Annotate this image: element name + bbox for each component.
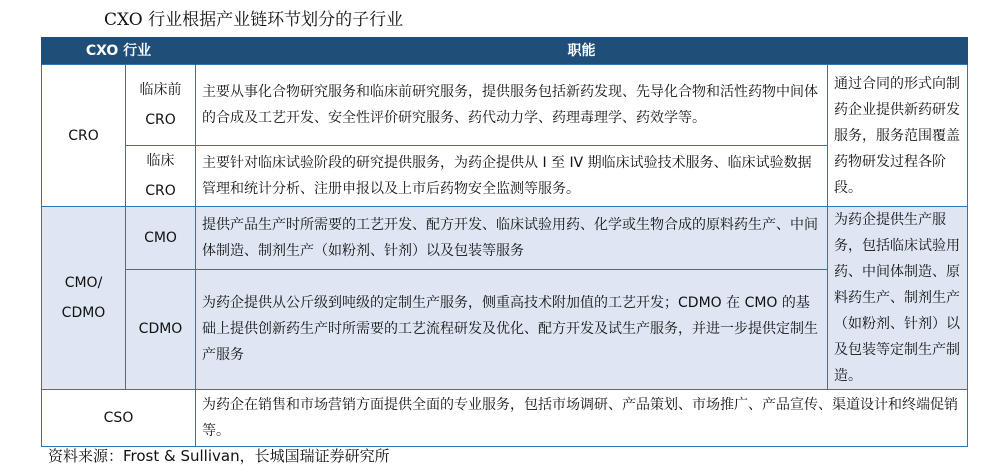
clinical-cro-desc: 主要针对临床试验阶段的研究提供服务，为药企提供从 I 至 IV 期临床试验技术服务、临床试验数据管理和统计分析、注册申报以及上市后药物安全监测等服务。 [196,146,828,207]
table-header-row [42,37,968,65]
cso-label: CSO [42,390,196,447]
header-function: 职能 [196,37,968,65]
header-cxo: CXO 行业 [42,37,196,65]
cmo-desc: 提供产品生产时所需要的工艺开发、配方开发、临床试验用药、化学或生物合成的原料药生产、中间体制造、制剂生产（如粉剂、针剂）以及包装等服务 [196,207,828,270]
source-note: 资料来源：Frost & Sullivan，长城国瑞证券研究所 [48,447,390,465]
table-row [42,65,968,146]
cro-summary: 通过合同的形式向制药企业提供新药研发服务，服务范围覆盖药物研发过程各阶段。 [828,65,968,207]
cmo-label: CMO [126,207,196,270]
clinical-cro-label: 临床 CRO [126,146,196,207]
cxo-table [41,37,968,447]
cmo-summary: 为药企提供生产服务，包括临床试验用药、中间体制造、原料药生产、制剂生产（如粉剂、针剂）以及包装等定制生产制造。 [828,207,968,390]
preclinical-cro-desc: 主要从事化合物研究服务和临床前研究服务，提供服务包括新药发现、先导化合物和活性药物中间体的合成及工艺开发、安全性评价研究服务、药代动力学、药理毒理学、药效学等。 [196,65,828,146]
cso-desc: 为药企在销售和市场营销方面提供全面的专业服务，包括市场调研、产品策划、市场推广、产品宣传、渠道设计和终端促销等。 [196,390,968,447]
cdmo-desc: 为药企提供从公斤级到吨级的定制生产服务，侧重高技术附加值的工艺开发；CDMO 在 CMO 的基础上提供创新药生产时所需要的工艺流程研发及优化、配方开发及试生产服务，并进一步提供定制生产服务 [196,269,828,389]
cdmo-label: CDMO [126,269,196,389]
table-row [42,207,968,270]
cmo-cdmo-label: CMO/ CDMO [42,207,126,390]
preclinical-cro-label: 临床前 CRO [126,65,196,146]
cro-label: CRO [42,65,126,207]
table-row [42,390,968,447]
table-title: CXO 行业根据产业链环节划分的子行业 [104,10,404,30]
